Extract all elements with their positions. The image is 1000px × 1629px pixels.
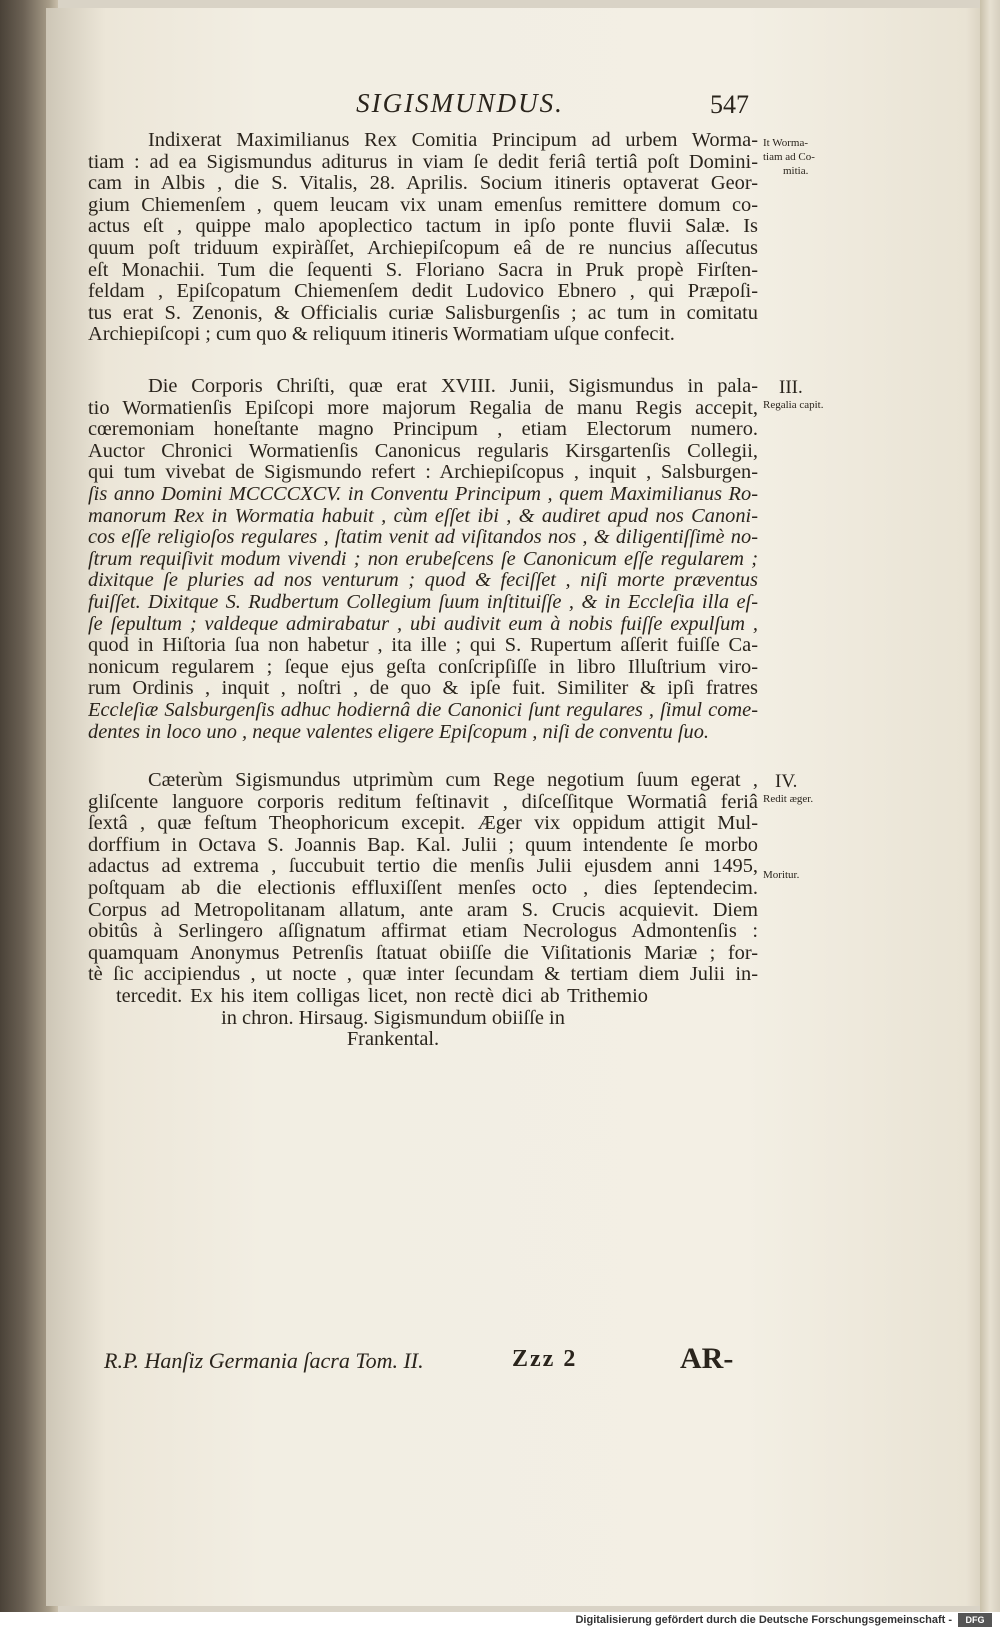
text-line: cam in Albis , die S. Vitalis, 28. Aprilis. Socium itineris optaverat Geor- [88, 173, 758, 195]
text-line: ſis anno Domini MCCCCXCV. in Conventu Principum , quem Maximilianus Ro- [88, 483, 758, 505]
paragraph-3 [88, 770, 758, 1051]
text-line: feldam , Epiſcopatum Chiemenſem dedit Ludovico Ebnero , qui Præpoſi- [88, 281, 758, 303]
text-line: rum Ordinis , inquit , noſtri , de quo & ipſe fuit. Similiter & ipſi fratres [88, 678, 758, 700]
text-line: cœremoniam honeſtante magno Principum , etiam Electorum numero. [88, 419, 758, 441]
text-line: dixitque ſe pluries ad nos venturum ; quod & feciſſet , niſi morte præventus [88, 570, 758, 592]
dfg-logo-icon: DFG [958, 1613, 992, 1627]
text-line: Cæterùm Sigismundus utprimùm cum Rege negotium ſuum egerat , [148, 770, 758, 791]
text-line: ſe ſepultum ; valdeque admirabatur , ubi audivit eum à nobis fuiſſe expulſum , [88, 613, 758, 635]
signature-line: R.P. Hanſiz Germania ſacra Tom. II. [104, 1348, 424, 1373]
text-line: dorffium in Octava S. Joannis Bap. Kal. Julii ; quum intendente ſe morbo [88, 834, 758, 856]
text-line: dentes in loco uno , neque valentes eligere Epiſcopum , niſi de conventu ſuo. [88, 721, 709, 743]
running-head: SIGISMUNDUS. [356, 88, 564, 118]
text-line: Auctor Chronici Wormatienſis Canonicus regularis Kirsgartenſis Collegii, [88, 440, 758, 462]
text-line: adactus ad extrema , ſuccubuit tertio die menſis Julii ejusdem anni 1495, [88, 856, 758, 878]
text-line: quod in Hiſtoria ſua non habetur , ita ille ; qui S. Rupertum aſſerit fuiſſe Ca- [88, 635, 758, 657]
text-line: Corpus ad Metropolitanam allatum, ante aram S. Crucis acquievit. Diem [88, 899, 758, 921]
margin-line: mitia. [783, 165, 809, 177]
margin-note-3 [763, 772, 843, 806]
margin-line: Moritur. [763, 869, 800, 881]
text-line: in chron. Hirsaug. Sigismundum obiiſſe in [221, 1007, 565, 1029]
paragraph-1 [88, 130, 758, 346]
text-line: quum poſt triduum expiràſſet, Archiepiſcopum eâ de re nuncius aſſecutus [88, 237, 758, 259]
paragraph-2 [88, 376, 758, 743]
text-line: Frankental. [346, 1029, 440, 1051]
text-line: obitûs à Serlingero aſſignatum affirmat etiam Necrologus Admontenſis : [88, 921, 758, 943]
text-line: tio Wormatienſis Epiſcopi more majorum Regalia de manu Regis accepit, [88, 397, 758, 419]
text-line: Archiepiſcopi ; cum quo & reliquum itineris Wormatiam uſque confecit. [88, 324, 675, 346]
section-number: IV. [775, 771, 798, 792]
section-number: III. [779, 377, 803, 398]
text-line: tiam : ad ea Sigismundus aditurus in viam ſe dedit feriâ tertiâ poſt Domini- [88, 151, 758, 173]
text-line: actus eſt , quippe malo apoplectico tactum in ipſo ponte fluvii Salæ. Is [88, 216, 758, 238]
text-line: fuiſſet. Dixitque S. Rudbertum Collegium ſuum inſtituiſſe , & in Eccleſia illa eſ- [88, 591, 758, 613]
margin-line: Regalia capit. [763, 399, 824, 411]
text-line: manorum Rex in Wormatia habuit , cùm eſſet ibi , & audiret apud nos Canoni- [88, 505, 758, 527]
text-line: poſtquam ab die electionis effluxiſſent menſes octo , dies ſeptendecim. [88, 877, 758, 899]
credit-text: Digitalisierung gefördert durch die Deutsche Forschungsgemeinschaft - [575, 1614, 952, 1626]
text-line: gliſcente languore corporis reditum feſtinavit , diſceſſitque Wormatiâ feriâ [88, 791, 758, 813]
text-line: Indixerat Maximilianus Rex Comitia Principum ad urbem Worma- [148, 130, 758, 151]
text-line: Die Corporis Chriſti, quæ erat XVIII. Junii, Sigismundus in pala- [148, 376, 758, 397]
text-line: tercedit. Ex his item colligas licet, non rectè dici ab Trithemio [116, 985, 648, 1007]
text-line: qui tum vivebat de Sigismundo refert : Archiepiſcopus , inquit , Salsburgen- [88, 462, 758, 484]
margin-line: It Worma- [763, 137, 809, 149]
page-edge [980, 0, 1000, 1612]
catchword: AR- [680, 1342, 734, 1375]
quire-mark: Zzz 2 [512, 1346, 578, 1372]
text-line: cos eſſe religioſos regulares , ſtatim venit ad viſitandos nos , & diligentiſſimè no- [88, 527, 758, 549]
text-line: ſextâ , quæ feſtum Theophoricum excepit. Æger vix oppidum attigit Mul- [88, 813, 758, 835]
text-line: tè ſic accipiendus , ut nocte , quæ inter ſecundam & tertiam diem Julii in- [88, 964, 758, 986]
margin-note-1 [763, 136, 843, 178]
margin-line: Redit æger. [763, 793, 814, 805]
text-line: tus erat S. Zenonis, & Officialis curiæ Salisburgenſis ; ac tum in comitatu [88, 302, 758, 324]
margin-note-2 [763, 378, 843, 412]
text-line: eſt Monachii. Tum die ſequenti S. Floriano Sacra in Pruk propè Firſten- [88, 259, 758, 281]
margin-note-4 [763, 868, 843, 882]
text-line: nonicum regularem ; ſeque ejus geſta conſcripſiſſe in libro Illuſtrium viro- [88, 656, 758, 678]
page-number: 547 [710, 90, 749, 119]
margin-line: tiam ad Co- [763, 151, 815, 163]
text-line: Eccleſiæ Salsburgenſis adhuc hodiernâ die Canonici ſunt regulares , ſimul come- [88, 699, 758, 721]
text-line: ſtrum requiſivit modum vivendi ; non erubeſcens ſe Canonicum eſſe regularem ; [88, 548, 758, 570]
text-line: quamquam Anonymus Petrenſis ſtatuat obiiſſe die Viſitationis Mariæ ; for- [88, 942, 758, 964]
text-line: gium Chiemenſem , quem leucam vix unam emenſus remittere domum co- [88, 194, 758, 216]
